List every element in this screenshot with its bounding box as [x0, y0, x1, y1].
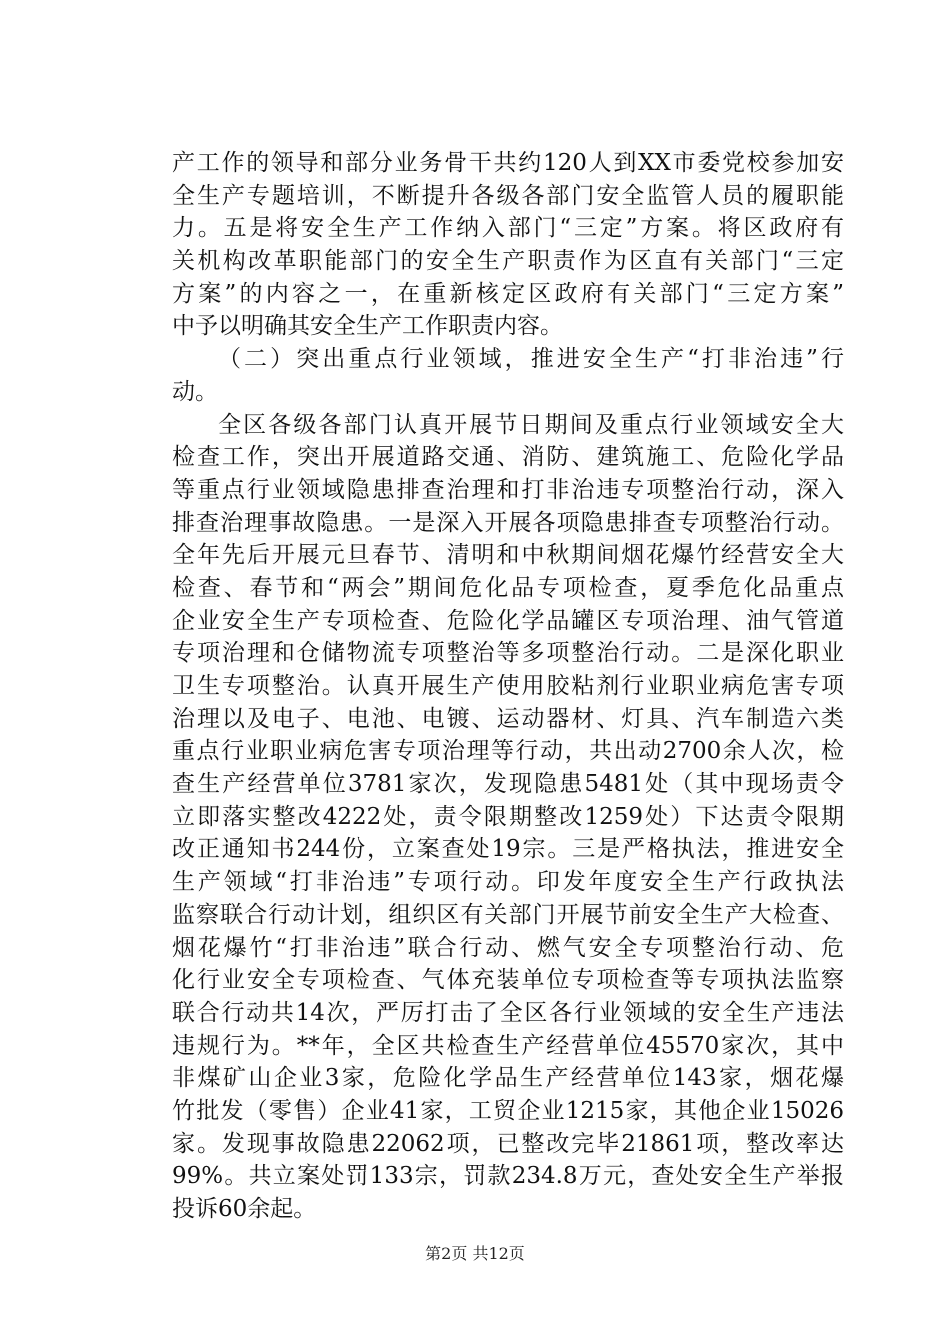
- text-line: 化行业安全专项检查、气体充装单位专项检查等专项执法监察: [172, 967, 844, 994]
- text-line: 监察联合行动计划，组织区有关部门开展节前安全生产大检查、: [172, 901, 844, 928]
- text-line: 专项治理和仓储物流专项整治等多项整治行动。二是深化职业: [172, 640, 844, 667]
- body-text: [172, 147, 844, 1226]
- text-line: 全年先后开展元旦春节、清明和中秋期间烟花爆竹经营安全大: [172, 542, 844, 569]
- text-line: 投诉60余起。: [172, 1196, 317, 1222]
- text-line: 改正通知书244份，立案查处19宗。三是严格执法，推进安全: [172, 836, 844, 863]
- text-line: 方案”的内容之一，在重新核定区政府有关部门“三定方案”: [172, 280, 844, 307]
- text-line: 检查工作，突出开展道路交通、消防、建筑施工、危险化学品: [172, 444, 844, 471]
- text-line: 关机构改革职能部门的安全生产职责作为区直有关部门“三定: [172, 248, 844, 275]
- page-number-footer: 第2页 共12页: [425, 1244, 525, 1263]
- text-line: 力。五是将安全生产工作纳入部门“三定”方案。将区政府有: [172, 215, 844, 242]
- text-line: 家。发现事故隐患22062项，已整改完毕21861项，整改率达: [172, 1130, 844, 1157]
- text-line: 等重点行业领域隐患排查治理和打非治违专项整治行动，深入: [172, 476, 844, 503]
- text-line: 产工作的领导和部分业务骨干共约120人到XX市委党校参加安: [172, 150, 844, 176]
- text-line: 立即落实整改4222处，责令限期整改1259处）下达责令限期: [172, 803, 844, 830]
- text-line: 卫生专项整治。认真开展生产使用胶粘剂行业职业病危害专项: [172, 673, 844, 699]
- text-line: 中予以明确其安全生产工作职责内容。: [172, 313, 563, 340]
- text-line: 联合行动共14次，严厉打击了全区各行业领域的安全生产违法: [172, 999, 844, 1026]
- section-heading: （二）突出重点行业领域，推进安全生产“打非治违”行: [218, 346, 844, 373]
- text-line: 非煤矿山企业3家，危险化学品生产经营单位143家，烟花爆: [172, 1065, 844, 1092]
- text-line: 全生产专题培训，不断提升各级各部门安全监管人员的履职能: [172, 182, 844, 209]
- text-line: 烟花爆竹“打非治违”联合行动、燃气安全专项整治行动、危: [172, 934, 844, 961]
- text-line: 排查治理事故隐患。一是深入开展各项隐患排查专项整治行动。: [172, 509, 844, 536]
- paragraph-start: 全区各级各部门认真开展节日期间及重点行业领域安全大: [218, 411, 844, 438]
- text-line: 企业安全生产专项检查、危险化学品罐区专项治理、油气管道: [172, 607, 844, 634]
- text-line: 竹批发（零售）企业41家，工贸企业1215家，其他企业15026: [172, 1097, 844, 1124]
- text-line: 重点行业职业病危害专项治理等行动，共出动2700余人次，检: [172, 738, 844, 765]
- text-line: 生产领域“打非治违”专项行动。印发年度安全生产行政执法: [172, 869, 844, 896]
- text-line: 查生产经营单位3781家次，发现隐患5481处（其中现场责令: [172, 771, 844, 798]
- text-line: 违规行为。**年，全区共检查生产经营单位45570家次，其中: [172, 1032, 844, 1059]
- text-line: 治理以及电子、电池、电镀、运动器材、灯具、汽车制造六类: [172, 705, 844, 732]
- section-heading-continued: 动。: [172, 378, 218, 405]
- text-line: 检查、春节和“两会”期间危化品专项检查，夏季危化品重点: [172, 574, 844, 601]
- text-line: 99%。共立案处罚133宗，罚款234.8万元，查处安全生产举报: [172, 1163, 844, 1190]
